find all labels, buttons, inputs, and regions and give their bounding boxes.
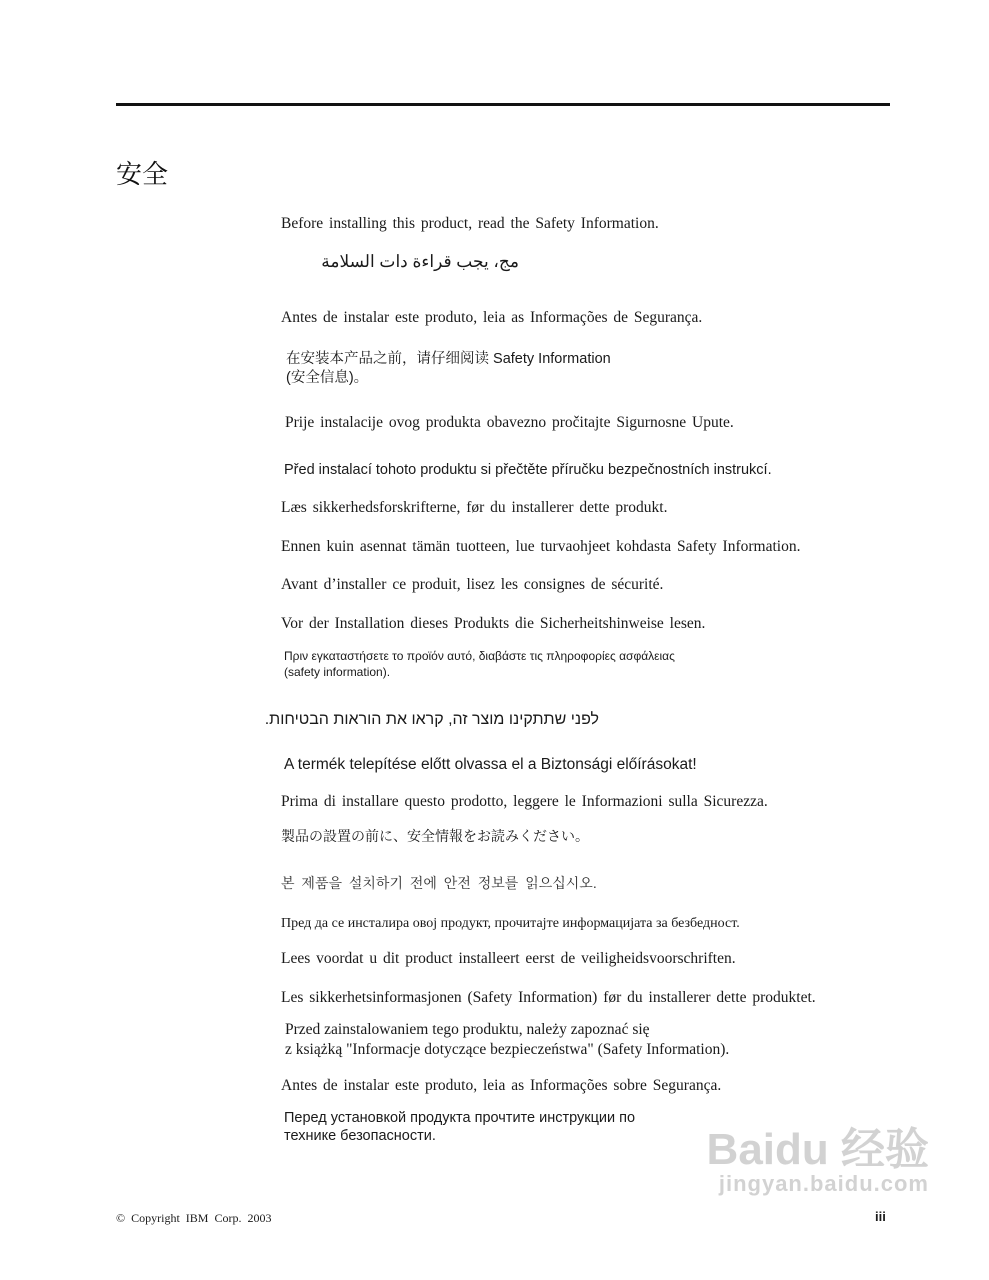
safety-line-english: Before installing this product, read the Safety Information.	[281, 215, 659, 232]
safety-line-portuguese: Antes de instalar este produto, leia as Informações de Segurança.	[281, 309, 703, 326]
safety-line-italian: Prima di installare questo prodotto, leggere le Informazioni sulla Sicurezza.	[281, 793, 768, 810]
safety-line-russian-1: Перед установкой продукта прочтите инструкции по	[284, 1110, 636, 1126]
safety-line-hebrew: לפני שתתקינו מוצר זה, קראו את הוראות הבטיחות.	[264, 711, 599, 728]
safety-line-greek-2: (safety information).	[284, 665, 391, 679]
safety-line-hungarian: A termék telepítése előtt olvassa el a Biztonsági előírásokat!	[284, 756, 697, 773]
safety-line-chinese-2: (安全信息)。	[286, 370, 369, 386]
baidu-watermark-logo: Baidu 经验 jingyan.baidu.com	[706, 1125, 929, 1196]
safety-line-chinese-1: 在安装本产品之前，请仔细阅读 Safety Information	[286, 351, 611, 367]
safety-line-croatian: Prije instalacije ovog produkta obavezno pročitajte Sigurnosne Upute.	[285, 414, 734, 431]
safety-line-arabic: مج، يجب قراءة دات السلامة	[321, 252, 519, 271]
safety-line-greek-1: Πριν εγκαταστήσετε το προϊόν αυτό, διαβάστε τις πληροφορίες ασφάλειας	[284, 649, 675, 663]
safety-line-polish-2: z książką "Informacje dotyczące bezpieczeństwa" (Safety Information).	[285, 1041, 730, 1058]
page-number: iii	[875, 1209, 886, 1224]
safety-line-dutch: Lees voordat u dit product installeert eerst de veiligheidsvoorschriften.	[281, 950, 736, 967]
safety-line-french: Avant d’installer ce produit, lisez les consignes de sécurité.	[281, 576, 664, 593]
safety-line-russian-2: технике безопасности.	[284, 1128, 436, 1144]
safety-line-japanese: 製品の設置の前に、安全情報をお読みください。	[281, 828, 589, 844]
page-title: 安全	[116, 160, 169, 190]
copyright-notice: © Copyright IBM Corp. 2003	[116, 1211, 272, 1225]
safety-line-finnish: Ennen kuin asennat tämän tuotteen, lue turvaohjeet kohdasta Safety Information.	[281, 538, 801, 555]
safety-line-korean: 본 제품을 설치하기 전에 안전 정보를 읽으십시오.	[281, 875, 597, 891]
safety-line-german: Vor der Installation dieses Produkts die Sicherheitshinweise lesen.	[281, 615, 706, 632]
safety-line-norwegian: Les sikkerhetsinformasjonen (Safety Information) før du installerer dette produktet.	[281, 989, 816, 1006]
safety-line-czech: Před instalací tohoto produktu si přečtěte příručku bezpečnostních instrukcí.	[284, 462, 772, 478]
safety-line-danish: Læs sikkerhedsforskrifterne, før du installerer dette produkt.	[281, 499, 668, 516]
header-rule	[116, 103, 890, 106]
safety-line-macedonian: Пред да се инсталира овој продукт, прочитајте информацијата за безбедност.	[281, 916, 740, 931]
safety-line-polish-1: Przed zainstalowaniem tego produktu, należy zapoznać się	[285, 1021, 650, 1038]
safety-line-portuguese-brazil: Antes de instalar este produto, leia as Informações sobre Segurança.	[281, 1077, 722, 1094]
